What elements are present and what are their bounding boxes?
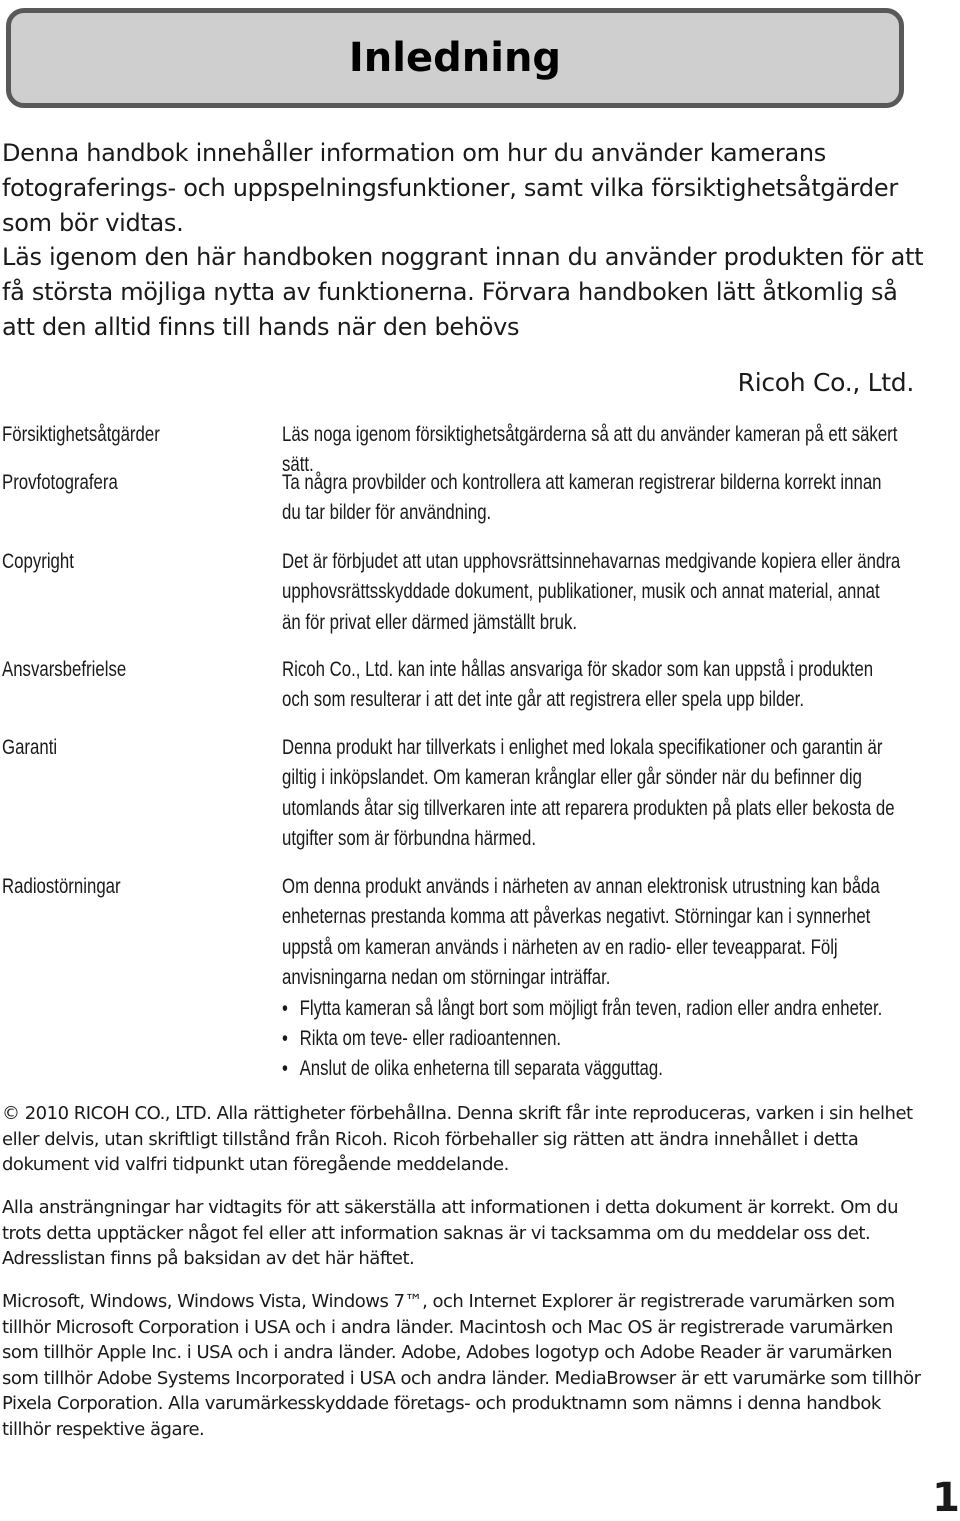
section-paragraph: Denna produkt har tillverkats i enlighet med lokala specifikationer och garantin är giltig i inköpslandet. Om kameran krånglar eller går sönder när du befinner dig utomlands åtar sig tillverkaren inte att reparera produkten på plats eller bekosta de utgifter som är förbundna härmed. — [282, 736, 895, 851]
section-label: Copyright — [2, 550, 74, 573]
bullet-list — [282, 994, 902, 1085]
section-label: Garanti — [2, 736, 58, 759]
section-label: Radiostörningar — [2, 875, 121, 898]
section-paragraph: Läs noga igenom försiktighetsåtgärderna så att du använder kameran på ett säkert sätt. — [282, 423, 898, 477]
section-paragraph: Om denna produkt används i närheten av annan elektronisk utrustning kan båda enheternas prestanda komma att påverkas negativt. Störningar kan i synnerhet uppstå om kameran används i närheten av en radio- eller teveapparat. Följ anvisningarna nedan om störningar inträffar. — [282, 875, 880, 990]
section-paragraph: Det är förbjudet att utan upphovsrättsinnehavarnas medgivande kopiera eller ändra upphovsrättsskyddade dokument, publikationer, musik och annat material, annat än för privat eller därmed jämställt bruk. — [282, 550, 901, 634]
footer-paragraph: Alla ansträngningar har vidtagits för att säkerställa att informationen i detta dokument är korrekt. Om du trots detta upptäcker något fel eller att information saknas är vi tacksamma om du meddelar oss det. Adresslistan finns på baksidan av det här häftet. — [2, 1197, 898, 1269]
section-text — [282, 733, 902, 855]
intro-paragraph-1: Denna handbok innehåller information om hur du använder kamerans fotograferings- och uppspelningsfunktioner, samt vilka försiktighetsåtgärder som bör vidtas. — [2, 139, 898, 237]
section-paragraph: Ricoh Co., Ltd. kan inte hållas ansvariga för skador som kan uppstå i produkten och som resulterar i att det inte går att registrera eller spela upp bilder. — [282, 658, 874, 712]
page-title: Inledning — [348, 35, 562, 81]
intro-paragraph-2: Läs igenom den här handboken noggrant innan du använder produkten för att få största möjliga nytta av funktionerna. Förvara handboken lätt åtkomlig så att den alltid finns till hands när den behövs — [2, 243, 924, 341]
list-item: • Flytta kameran så långt bort som möjligt från teven, radion eller andra enheter. — [300, 994, 902, 1024]
footer-paragraph: Microsoft, Windows, Windows Vista, Windows 7™, och Internet Explorer är registrerade varumärken som tillhör Microsoft Corporation i USA och i andra länder. Macintosh och Mac OS är registrerade varumärken som tillhör Apple Inc. i USA och i andra länder. Adobe, Adobes logotyp och Adobe Reader är varumärken som tillhör Adobe Systems Incorporated i USA och andra länder. MediaBrowser är ett varumärke som tillhör Pixela Corporation. Alla varumärkesskyddade företags- och produktnamn som nämns i denna handbok tillhör respektive ägare. — [2, 1291, 921, 1440]
section-label: Försiktighetsåtgärder — [2, 423, 160, 446]
title-banner — [6, 8, 904, 108]
footer-copyright — [2, 1101, 922, 1178]
list-item: • Anslut de olika enheterna till separata vägguttag. — [300, 1054, 902, 1084]
company-name: Ricoh Co., Ltd. — [737, 368, 914, 397]
section-label: Provfotografera — [2, 471, 118, 494]
section-text — [282, 872, 902, 1085]
page-number: 1 — [932, 1475, 960, 1521]
section-text — [282, 468, 902, 529]
footer-trademarks — [2, 1289, 922, 1442]
section-paragraph: Ta några provbilder och kontrollera att kameran registrerar bilderna korrekt innan du tar bilder för användning. — [282, 471, 882, 525]
footer-accuracy — [2, 1195, 922, 1272]
list-item: • Rikta om teve- eller radioantennen. — [300, 1024, 902, 1054]
section-text — [282, 547, 902, 638]
intro-text — [2, 136, 932, 345]
footer-paragraph: © 2010 RICOH CO., LTD. Alla rättigheter förbehållna. Denna skrift får inte reproduceras, varken i sin helhet eller delvis, utan skriftligt tillstånd från Ricoh. Ricoh förbehaller sig rätten att ändra innehållet i detta dokument vid valfri tidpunkt utan föregående meddelande. — [2, 1103, 913, 1175]
section-text — [282, 655, 902, 716]
section-label: Ansvarsbefrielse — [2, 658, 127, 681]
